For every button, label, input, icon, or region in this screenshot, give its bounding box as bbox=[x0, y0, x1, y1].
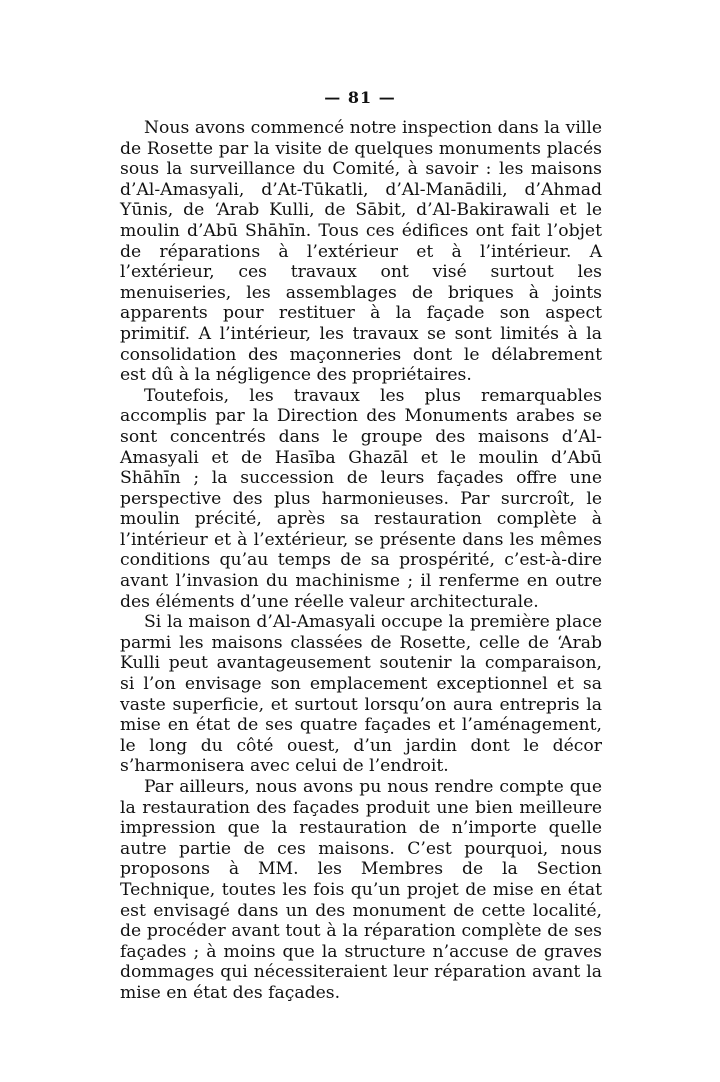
page-number: — 81 — bbox=[324, 88, 396, 107]
paragraph-2: Toutefois, les travaux les plus remarquables accomplis par la Direction des Monuments arabes se sont concentrés dans le groupe des maisons d’Al-Amasyali et de Hasība Ghazāl et le moulin d’Abū Shāhīn ; la succession de leurs façades offre une perspective des plus harmonieuses. Par surcroît, le moulin précité, après sa restauration complète à l’intérieur et à l’extérieur, se présente dans les mêmes conditions qu’au temps de sa prospérité, c’est-à-dire avant l’invasion du machinisme ; il renferme en outre des éléments d’une réelle valeur architecturale. bbox=[120, 385, 602, 612]
body-text bbox=[120, 118, 602, 1004]
paragraph-4: Par ailleurs, nous avons pu nous rendre compte que la restauration des façades produit une bien meilleure impression que la restauration de n’importe quelle autre partie de ces maisons. C’est pourquoi, nous proposons à MM. les Membres de la Section Technique, toutes les fois qu’un projet de mise en état est envisagé dans un des monument de cette localité, de procéder avant tout à la réparation complète de ses façades ; à moins que la structure n’accuse de graves dommages qui nécessiteraient leur réparation avant la mise en état des façades. bbox=[120, 777, 602, 1003]
paragraph-1: Nous avons commencé notre inspection dans la ville de Rosette par la visite de quelques monuments placés sous la surveillance du Comité, à savoir : les maisons d’Al-Amasyali, d’At-Tūkatli, d’Al-Manādili, d’Ahmad Yūnis, de ‘Arab Kulli, de Sābit, d’Al-Bakirawali et le moulin d’Abū Shāhīn. Tous ces édifices ont fait l’objet de réparations à l’extérieur et à l’intérieur. A l’extérieur, ces travaux ont visé surtout les menuiseries, les assemblages de briques à joints apparents pour restituer à la façade son aspect primitif. A l’intérieur, les travaux se sont limités à la consolidation des maçonneries dont le délabrement est dû à la négligence des propriétaires. bbox=[120, 118, 602, 386]
paragraph-3: Si la maison d’Al-Amasyali occupe la première place parmi les maisons classées de Rosette, celle de ‘Arab Kulli peut avantageusement soutenir la comparaison, si l’on envisage son emplacement exceptionnel et sa vaste superficie, et surtout lorsqu’on aura entrepris la mise en état de ses quatre façades et l’aménagement, le long du côté ouest, d’un jardin dont le décor s’harmonisera avec celui de l’endroit. bbox=[120, 612, 602, 777]
